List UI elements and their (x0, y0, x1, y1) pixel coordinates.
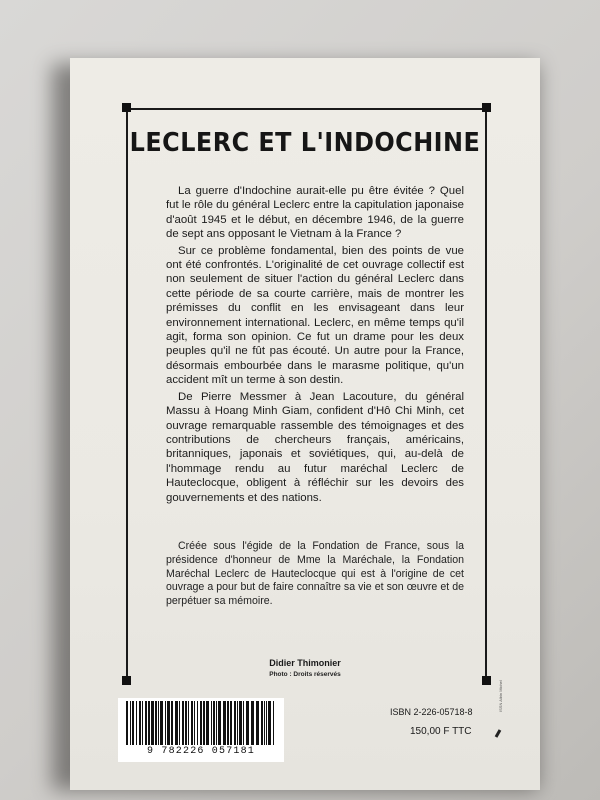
frame-right-line (485, 108, 487, 678)
publisher-mark-icon (495, 729, 502, 737)
barcode-bars (124, 701, 278, 745)
cover-designer: Didier Thimonier (269, 658, 341, 668)
publisher-logo (494, 680, 508, 742)
barcode (118, 698, 284, 762)
blurb (166, 184, 464, 507)
blurb-paragraph-1: La guerre d'Indochine aurait-elle pu être évitée ? Quel fut le rôle du général Leclerc entre la capitulation japonaise d'août 1945 et le début, en décembre 1946, de la guerre de sept ans opposant le Vietnam à la France ? (166, 185, 464, 241)
frame-top-line (126, 108, 486, 110)
barcode-number: 9 782226 057181 (146, 746, 255, 757)
book-back-cover (70, 58, 540, 790)
photo-credit: Photo : Droits réservés (269, 671, 341, 678)
isbn: ISBN 2-226-05718-8 (390, 707, 473, 717)
book-title: LECLERC ET L'INDOCHINE (129, 128, 481, 158)
publisher-mark-text: ISSN Albin Michel (498, 680, 503, 712)
blurb-paragraph-2: Sur ce problème fondamental, bien des points de vue ont été confrontés. L'originalité de cet ouvrage collectif est non seulement de situer l'action du général Leclerc dans cette période de sa courte carrière, mais de montrer les prémisses du conflit en les envisageant dans leur environnement international. Leclerc, en même temps qu'il agit, forma son opinion. Ce fut un drame pour les deux peuples qu'il ne fût pas écouté. Un autre pour la France, désormais embourbée dans le marasme politique, qu'un accident mît un terme à son destin. (166, 244, 464, 387)
corner-square-top-left (122, 103, 131, 112)
frame-left-line (126, 108, 128, 678)
foundation-note (166, 540, 464, 609)
foundation-paragraph: Créée sous l'égide de la Fondation de France, sous la présidence d'honneur de Mme la Maréchale, la Fondation Maréchal Leclerc de Hauteclocque qui est à l'origine de cet ouvrage a pour but de faire connaître sa vie et son œuvre et de perpétuer sa mémoire. (166, 540, 464, 608)
blurb-paragraph-3: De Pierre Messmer à Jean Lacouture, du général Massu à Hoang Minh Giam, confident d'Hô Chi Minh, cet ouvrage remarquable rassemble des témoignages et des contributions de chercheurs français, américains, britanniques, japonais et soviétiques, qui, au-delà de l'hommage rendu au futur maréchal Leclerc de Hauteclocque, obligent à réfléchir sur les devoirs des gouvernements et des nations. (166, 390, 464, 504)
price: 150,00 F TTC (410, 726, 472, 737)
corner-square-top-right (482, 103, 491, 112)
